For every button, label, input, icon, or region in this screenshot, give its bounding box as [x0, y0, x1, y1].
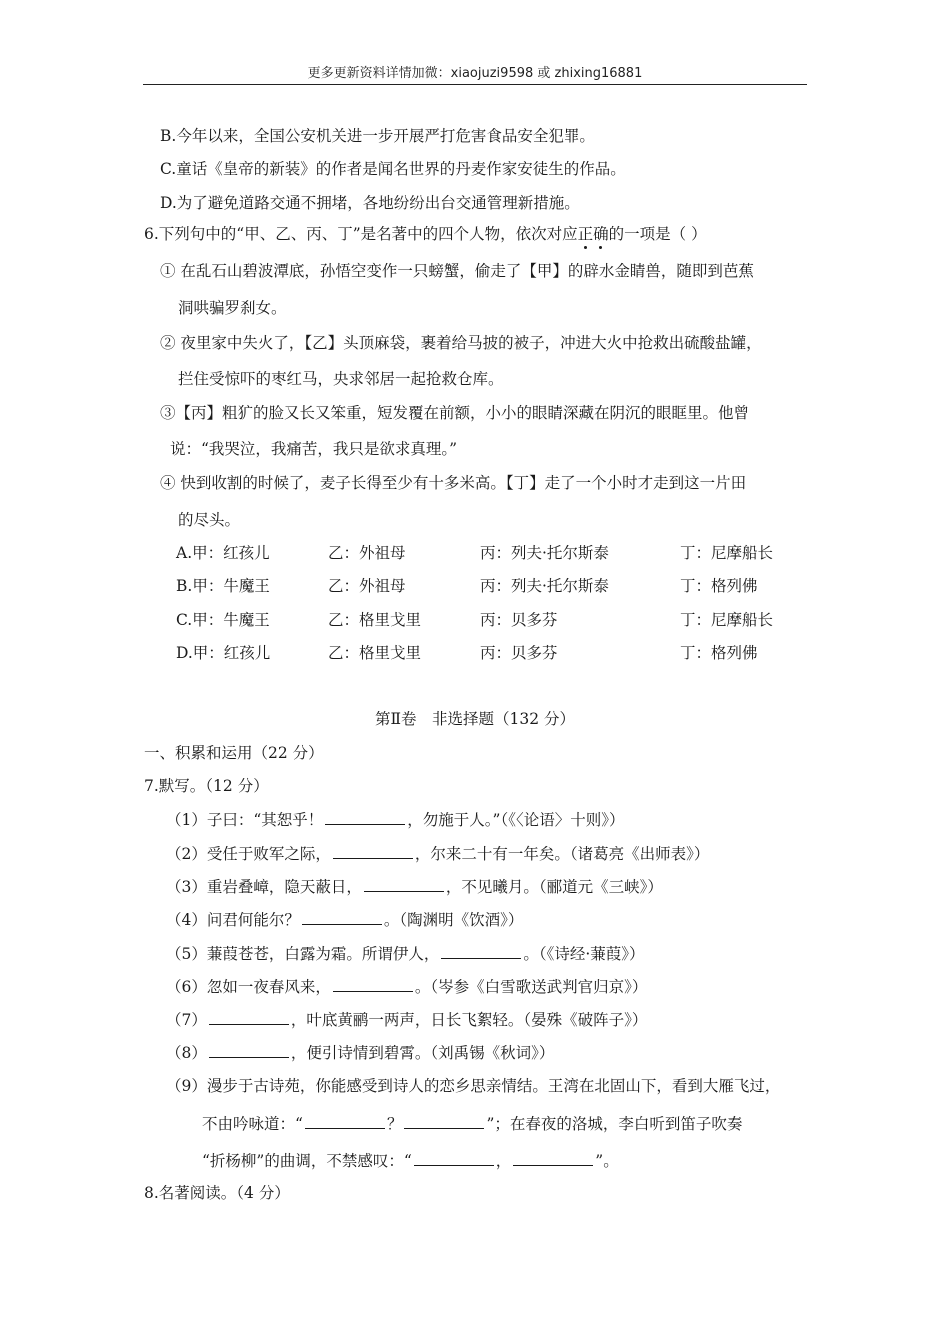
choice-yi: 乙：外祖母 [328, 577, 406, 595]
choice-jia: B.甲：牛魔王 [176, 577, 270, 595]
item-text: （2）受任于败军之际， [166, 845, 331, 863]
answer-blank[interactable] [441, 946, 521, 959]
item-text: 。（岑参《白雪歌送武判官归京》） [414, 978, 648, 996]
item-text: 。（陶渊明《饮酒》） [383, 911, 524, 929]
answer-blank[interactable] [414, 1153, 494, 1166]
item-text: ，便引诗情到碧霄。（刘禹锡《秋词》） [290, 1044, 555, 1062]
choice-jia: A.甲：红孩儿 [176, 544, 270, 562]
answer-blank[interactable] [513, 1153, 593, 1166]
item-text: （7） [166, 1011, 207, 1029]
q8-title: 8.名著阅读。（4 分） [144, 1184, 290, 1202]
choice-yi: 乙：格里戈里 [328, 644, 422, 662]
answer-blank[interactable] [209, 1012, 289, 1025]
item-text: ，勿施于人。”（《〈论语〉十则》） [407, 811, 625, 829]
q7-item-4 [166, 912, 523, 929]
q7-title: 7.默写。（12 分） [144, 777, 269, 795]
item-text: （8） [166, 1044, 207, 1062]
emphasis-char: 正 [577, 225, 594, 243]
item-text: （3）重岩叠嶂，隐天蔽日， [166, 878, 362, 896]
item-text: 。（《诗经·蒹葭》） [523, 945, 645, 963]
choice-bing: 丙：列夫·托尔斯泰 [480, 577, 609, 595]
answer-blank[interactable] [302, 912, 382, 925]
answer-blank[interactable] [305, 1116, 385, 1129]
choice-yi: 乙：格里戈里 [328, 611, 422, 629]
q7-item-9-line3 [202, 1153, 619, 1170]
answer-blank[interactable] [209, 1045, 289, 1058]
q7-item-7 [166, 1012, 647, 1029]
item-text: ，尔来二十有一年矣。（诸葛亮《出师表》） [414, 845, 710, 863]
item-text: ，不见曦月。（郦道元《三峡》） [445, 878, 663, 896]
item-text: （1）子曰：“其恕乎！ [166, 811, 324, 829]
item-text: ”；在春夜的洛城，李白听到笛子吹奏 [486, 1115, 743, 1133]
q6-passage-4: ④ 快到收割的时候了，麦子长得至少有十多米高。【丁】走了一个小时才走到这一片田 [160, 474, 747, 492]
q6-passage-3-cont: 说：“我哭泣，我痛苦，我只是欲求真理。” [170, 440, 458, 458]
choice-jia: D.甲：红孩儿 [176, 644, 271, 662]
q6-passage-4-cont: 的尽头。 [178, 511, 241, 529]
item-text: 不由吟咏道：“ [202, 1115, 303, 1133]
choice-ding: 丁：尼摩船长 [680, 544, 774, 562]
choice-jia: C.甲：牛魔王 [176, 611, 270, 629]
item-text: ， [495, 1152, 512, 1170]
q7-item-2 [166, 846, 709, 863]
page-header: 更多更新资料详情加微：xiaojuzi9598 或 zhixing16881 [307, 66, 643, 81]
item-text: “折杨柳”的曲调，不禁感叹：“ [202, 1152, 412, 1170]
q6-passage-1: ① 在乱石山碧波潭底，孙悟空变作一只螃蟹，偷走了【甲】的辟水金睛兽，随即到芭蕉 [160, 262, 754, 280]
q6-passage-1-cont: 洞哄骗罗刹女。 [178, 299, 287, 317]
answer-blank[interactable] [364, 879, 444, 892]
q7-item-5 [166, 946, 645, 963]
answer-blank[interactable] [325, 812, 405, 825]
q6-stem [144, 227, 707, 243]
item-text: （4）问君何能尔？ [166, 911, 300, 929]
section-title: 第Ⅱ卷 非选择题（132 分） [374, 710, 576, 728]
answer-blank[interactable] [404, 1116, 484, 1129]
choice-bing: 丙：贝多芬 [480, 644, 558, 662]
q7-item-9: （9）漫步于古诗苑，你能感受到诗人的恋乡思亲情结。王湾在北固山下，看到大雁飞过， [166, 1077, 781, 1095]
q7-item-3 [166, 879, 663, 896]
q5-option-b: B.今年以来，全国公安机关进一步开展严打危害食品安全犯罪。 [160, 127, 595, 145]
choice-ding: 丁：格列佛 [680, 644, 758, 662]
q6-stem-tail: 的一项是（ ） [608, 225, 707, 243]
part-heading: 一、积累和运用（22 分） [144, 744, 324, 762]
choice-ding: 丁：格列佛 [680, 577, 758, 595]
q6-passage-2-cont: 拦住受惊吓的枣红马，央求邻居一起抢救仓库。 [178, 370, 504, 388]
item-text: ？ [386, 1115, 403, 1133]
answer-blank[interactable] [333, 846, 413, 859]
choice-bing: 丙：列夫·托尔斯泰 [480, 544, 609, 562]
q6-passage-3: ③【丙】粗犷的脸又长又笨重，短发覆在前额，小小的眼睛深藏在阴沉的眼眶里。他曾 [160, 404, 750, 422]
emphasis-char: 确 [593, 225, 609, 243]
q7-item-9-line2 [202, 1116, 742, 1133]
item-text: ”。 [595, 1152, 619, 1170]
item-text: ，叶底黄鹂一两声，日长飞絮轻。（晏殊《破阵子》） [290, 1011, 648, 1029]
q7-item-1 [166, 812, 624, 829]
item-text: （6）忽如一夜春风来， [166, 978, 331, 996]
q5-option-d: D.为了避免道路交通不拥堵，各地纷纷出台交通管理新措施。 [160, 194, 580, 212]
item-text: （5）蒹葭苍苍，白露为霜。所谓伊人， [166, 945, 440, 963]
answer-blank[interactable] [333, 979, 413, 992]
choice-ding: 丁：尼摩船长 [680, 611, 774, 629]
q7-item-6 [166, 979, 647, 996]
q7-item-8 [166, 1045, 554, 1062]
q5-option-c: C.童话《皇帝的新装》的作者是闻名世界的丹麦作家安徒生的作品。 [160, 160, 626, 178]
choice-yi: 乙：外祖母 [328, 544, 406, 562]
choice-bing: 丙：贝多芬 [480, 611, 558, 629]
q6-stem-text: 6.下列句中的“甲、乙、丙、丁”是名著中的四个人物，依次对应 [144, 225, 578, 243]
q6-passage-2: ② 夜里家中失火了，【乙】头顶麻袋，裹着给马披的被子，冲进大火中抢救出硫酸盐罐， [160, 334, 762, 352]
header-divider [143, 84, 807, 85]
